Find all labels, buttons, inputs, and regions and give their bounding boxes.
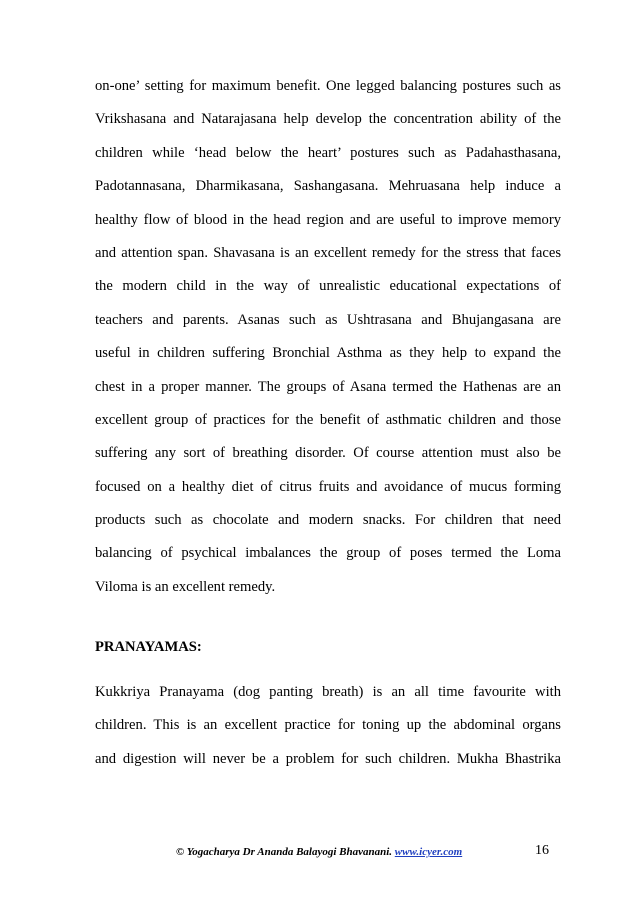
text-line: healthy flow of blood in the head region and are useful to improve memory <box>95 211 561 228</box>
text-line: Viloma is an excellent remedy. <box>95 578 276 595</box>
text-line: the modern child in the way of unrealistic educational expectations of <box>95 278 561 295</box>
text-line: excellent group of practices for the benefit of asthmatic children and those <box>95 411 561 428</box>
page-number: 16 <box>535 843 549 858</box>
section-heading-pranayamas: PRANAYAMAS: <box>95 639 202 655</box>
text-line: teachers and parents. Asanas such as Ushtrasana and Bhujangasana are <box>95 311 561 328</box>
text-line: focused on a healthy diet of citrus fruits and avoidance of mucus forming <box>95 478 561 495</box>
text-line: suffering any sort of breathing disorder. Of course attention must also be <box>95 445 561 462</box>
text-line: Padotannasana, Dharmikasana, Sashangasana. Mehruasana help induce a <box>95 178 561 195</box>
paragraph-pranayamas <box>95 682 561 782</box>
text-line: Kukkriya Pranayama (dog panting breath) is an all time favourite with <box>95 684 561 700</box>
text-line: on-one’ setting for maximum benefit. One legged balancing postures such as <box>95 78 561 94</box>
text-line: balancing of psychical imbalances the group of poses termed the Loma <box>95 545 561 562</box>
text-line: useful in children suffering Bronchial Asthma as they help to expand the <box>95 345 561 362</box>
page-footer <box>176 845 462 859</box>
text-line: products such as chocolate and modern snacks. For children that need <box>95 512 561 529</box>
text-line: Vrikshasana and Natarajasana help develop the concentration ability of the <box>95 111 561 128</box>
text-line: chest in a proper manner. The groups of Asana termed the Hathenas are an <box>95 378 561 395</box>
paragraph-asanas <box>95 76 561 610</box>
text-line: children while ‘head below the heart’ postures such as Padahasthasana, <box>95 144 561 161</box>
text-line: children. This is an excellent practice for toning up the abdominal organs <box>95 717 561 734</box>
text-line: and digestion will never be a problem for such children. Mukha Bhastrika <box>95 750 561 767</box>
footer-credit: © Yogacharya Dr Ananda Balayogi Bhavanani. <box>176 846 393 858</box>
footer-website-link[interactable]: www.icyer.com <box>394 846 463 858</box>
text-line: and attention span. Shavasana is an excellent remedy for the stress that faces <box>95 244 561 261</box>
